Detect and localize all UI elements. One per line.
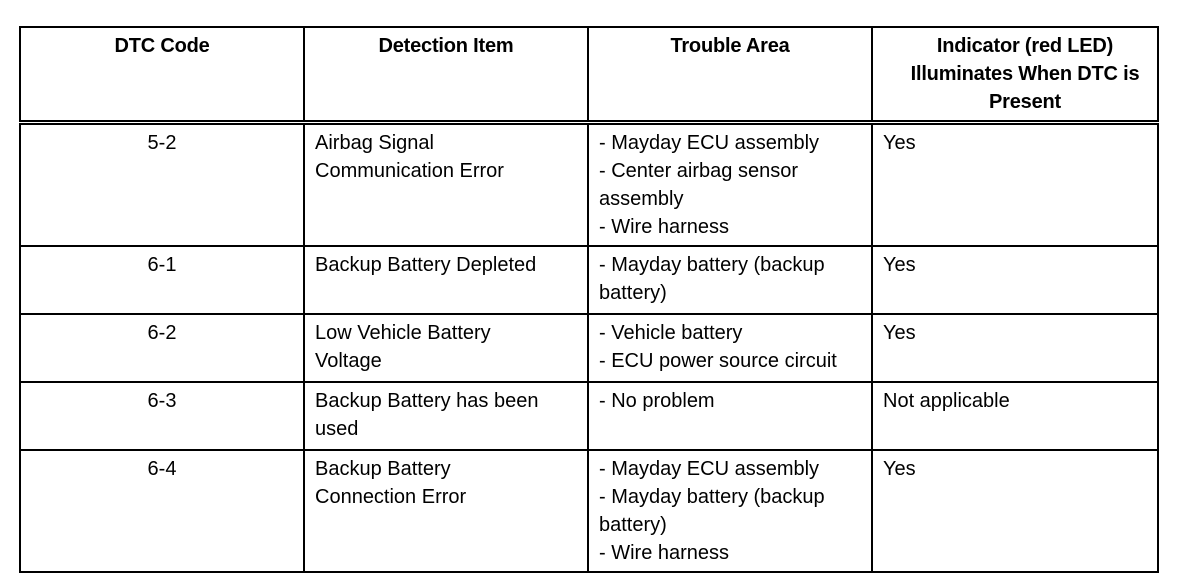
table-row xyxy=(20,246,1158,314)
indicator-cell: Yes xyxy=(872,450,1158,572)
header-dtc-code: DTC Code xyxy=(20,27,304,123)
trouble-area-line: - Center airbag sensor assembly xyxy=(599,160,798,210)
trouble-area-line: - Mayday battery (backup battery) xyxy=(599,254,825,304)
trouble-area-line: - Vehicle battery xyxy=(599,322,743,344)
header-row xyxy=(20,27,1158,123)
detection-item-text: Backup Battery Connection Error xyxy=(315,458,467,508)
table-row xyxy=(20,450,1158,572)
trouble-area-line: - Wire harness xyxy=(599,542,730,564)
dtc-code-cell: 5-2 xyxy=(20,123,304,247)
trouble-area-cell xyxy=(588,123,872,247)
detection-item-text: Backup Battery has been used xyxy=(315,390,539,440)
header-trouble-area: Trouble Area xyxy=(588,27,872,123)
indicator-cell: Not applicable xyxy=(872,382,1158,450)
indicator-cell: Yes xyxy=(872,314,1158,382)
dtc-code-cell: 6-1 xyxy=(20,246,304,314)
detection-item-cell xyxy=(304,314,588,382)
table-row xyxy=(20,382,1158,450)
table-row xyxy=(20,314,1158,382)
header-indicator: Indicator (red LED) Illuminates When DTC is Present xyxy=(872,27,1158,123)
indicator-cell: Yes xyxy=(872,123,1158,247)
trouble-area-line: - ECU power source circuit xyxy=(599,350,837,372)
indicator-cell: Yes xyxy=(872,246,1158,314)
trouble-area-line: - No problem xyxy=(599,390,715,412)
header-detection-item: Detection Item xyxy=(304,27,588,123)
trouble-area-line: - Mayday battery (backup battery) xyxy=(599,486,825,536)
table-row xyxy=(20,123,1158,247)
detection-item-cell xyxy=(304,450,588,572)
detection-item-cell xyxy=(304,123,588,247)
trouble-area-cell xyxy=(588,450,872,572)
detection-item-text: Airbag Signal Communication Error xyxy=(315,132,504,182)
trouble-area-line: - Mayday ECU assembly xyxy=(599,458,820,480)
trouble-area-line: - Wire harness xyxy=(599,216,730,238)
detection-item-text: Backup Battery Depleted xyxy=(315,254,537,276)
dtc-table xyxy=(19,26,1159,573)
trouble-area-cell xyxy=(588,382,872,450)
trouble-area-cell xyxy=(588,246,872,314)
detection-item-cell xyxy=(304,382,588,450)
dtc-code-cell: 6-4 xyxy=(20,450,304,572)
dtc-code-cell: 6-2 xyxy=(20,314,304,382)
trouble-area-cell xyxy=(588,314,872,382)
trouble-area-line: - Mayday ECU assembly xyxy=(599,132,820,154)
detection-item-cell xyxy=(304,246,588,314)
detection-item-text: Low Vehicle Battery Voltage xyxy=(315,322,491,372)
dtc-code-cell: 6-3 xyxy=(20,382,304,450)
